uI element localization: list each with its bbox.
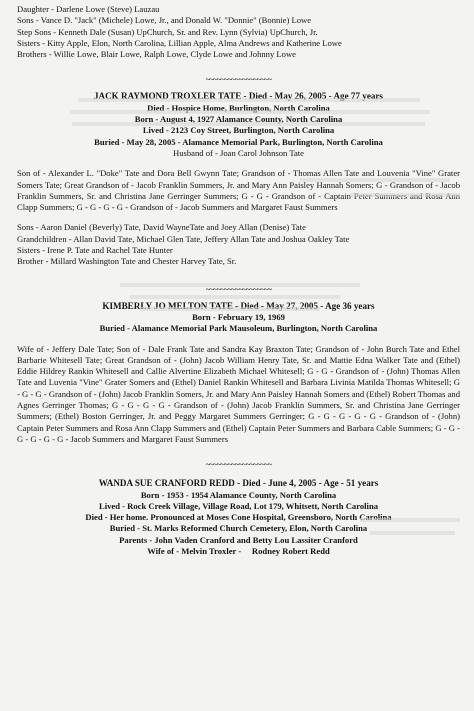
obituary-header-wanda-redd [17,478,460,557]
obituary-detail: Born - August 4, 1927 Alamance County, North Carolina [134,114,343,125]
obituary-detail: Died - Her home. Pronounced at Moses Cone Hospital, Greensboro, North Carolina [85,512,392,523]
obituary-header-jack-tate [17,91,460,159]
section-separator: ~~~~~~~~~~~~~~~~~~ [205,74,272,85]
section-separator: ~~~~~~~~~~~~~~~~~~ [205,459,272,470]
obituary-detail: Died - Hospice Home, Burlington, North Carolina [147,102,330,113]
family-line: Grandchildren - Allan David Tate, Michael Glen Tate, Jeffery Allan Tate and Joshua Oakley Tate [17,233,350,244]
obituary-detail: Buried - St. Marks Reformed Church Cemetery, Elon, North Carolina [109,523,368,534]
family-line: Step Sons - Kenneth Dale (Susan) UpChurch, Sr. and Rev. Lynn (Sylvia) UpChurch, Jr. [17,26,318,37]
obituary-detail: Born - 1953 - 1954 Alamance County, North Carolina [140,489,337,500]
obituary-title: KIMBERLY JO MELTON TATE - Died - May 27, 2005 - Age 36 years [102,300,375,311]
obituary-header-kimberly-tate [17,301,460,335]
family-list-lowe [17,4,460,60]
obituary-detail: Husband of - Joan Carol Johnson Tate [173,147,304,158]
lineage-paragraph-jack: Son of - Alexander L. "Doke" Tate and Dora Bell Gwynn Tate; Grandson of - Thomas Allen Tate and Louvenia "Vine" Grater Somers Tate; Great Grandson of - Jacob Franklin Summers, Jr. and Mary Ann Paisley Hannah Somers; G - Grandson of - Jacob Franklin Summers, Sr. and Christina Jane Gerringer Summers; G - G - Grandson of - Captain Peter Summers and Rosa Ann Clapp Summers; G - G - G - G - Grandson of - Jacob Summers and Margaret Faust Summers [17,168,460,213]
family-line: Sons - Aaron Daniel (Beverly) Tate, David WayneTate and Joey Allan (Denise) Tate [17,222,306,233]
obituary-title: WANDA SUE CRANFORD REDD - Died - June 4, 2005 - Age - 51 years [98,478,379,489]
family-line: Brother - Millard Washington Tate and Chester Harvey Tate, Sr. [17,256,237,267]
obituary-detail: Buried - May 28, 2005 - Alamance Memorial Park, Burlington, North Carolina [94,136,383,147]
obituary-detail: Born - February 19, 1969 [192,311,285,322]
family-line: Brothers - Willie Lowe, Blair Lowe, Ralph Lowe, Clyde Lowe and Johnny Lowe [17,49,296,60]
obituary-detail: Wife of - Melvin Troxler - Rodney Robert Redd [147,545,330,556]
obituary-detail: Parents - John Vaden Cranford and Betty Lou Lassiter Cranford [119,534,358,545]
section-separator: ~~~~~~~~~~~~~~~~~~ [205,283,272,294]
family-list-jack [17,222,460,267]
family-line: Sisters - Kitty Apple, Elon, North Carolina, Lillian Apple, Alma Andrews and Katherine Lowe [17,37,342,48]
family-line: Daughter - Darlene Lowe (Steve) Lauzau [17,4,160,14]
family-line: Sisters - Irene P. Tate and Rachel Tate Hunter [17,245,173,256]
obituary-detail: Lived - 2123 Coy Street, Burlington, North Carolina [142,125,335,136]
lineage-paragraph-kimberly: Wife of - Jeffery Dale Tate; Son of - Dale Frank Tate and Sandra Kay Braxton Tate; Grandson of - John Burch Tate and Ethel Barbarie Whitesell Tate; Great Grandson of - (John) Jacob William Henry Tate, Sr. and Mattie Edna Walker Tate and (Ethel) Eddie Hildrey Rankin Whitesell and Callie Alvertine Elizabeth Michael Whitesell; G - G - Grandson of - (John) Thomas Allen Tate and Luvenia "Vine" Grater Somers and (Ethel) Daniel Rankin Whitesell and Barbara Livinia Matilda Thomas Whitesell; G - G - G - Grandson of - (John) Jacob Franklin Somers, Jr. and Mary Ann Paisley Hannah Somers and (Ethel) Robert Thomas and Agnes Gerringer Thomas; G - G - G - G - Grandson of - (John) Jacob Franklin Summers, Sr. and Christina Jane Gerringer Summers; (Ethel) Boston Gerringer, Jr. and Peggy Margaret Summers Gerringer; G - G - G - G - G - Grandson of - (John) Captain Peter Summers and Rosa Ann Clapp Summers and (Ethel) Captain Peter Summers and Barbara Cable Summers; G - G - G - G - G - G - Jacob Summers and Margaret Faust Summers [17,343,460,444]
obituary-detail: Buried - Alamance Memorial Park Mausoleum, Burlington, North Carolina [99,323,378,334]
obituary-title: JACK RAYMOND TROXLER TATE - Died - May 26, 2005 - Age 77 years [94,91,383,102]
family-line: Sons - Vance D. "Jack" (Michele) Lowe, Jr., and Donald W. "Donnie" (Bonnie) Lowe [17,15,312,26]
obituary-detail: Lived - Rock Creek Village, Village Road, Lot 179, Whitsett, North Carolina [98,500,379,511]
